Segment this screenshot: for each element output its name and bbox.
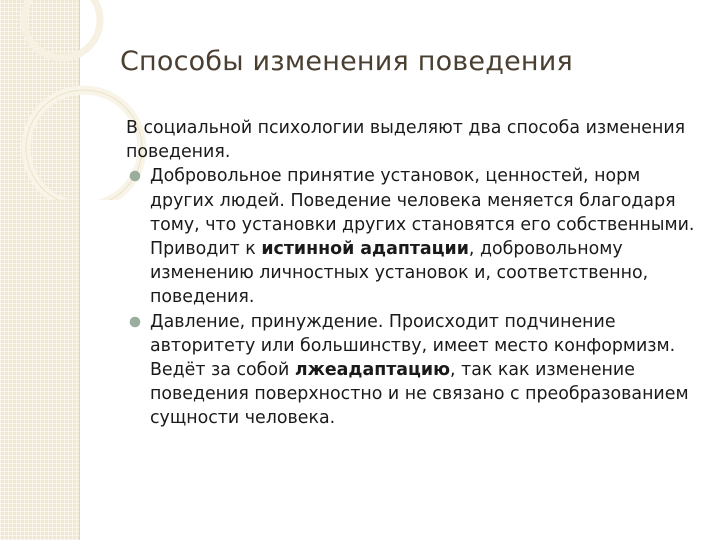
bullet-item-pressure — [126, 310, 706, 431]
emphasis-false-adaptation: лжеадаптацию — [294, 360, 451, 381]
slide-content — [126, 116, 706, 431]
bullet-icon — [129, 170, 141, 182]
emphasis-true-adaptation: истинной адаптации — [261, 239, 469, 260]
bullet-text: Добровольное принятие установок, ценностей, норм других людей. Поведение человека меняется благодаря тому, что установки других становятся его собственными. Приводит к истинной адаптации, добровольному изменению личностных установок и, соответственно, поведения. — [150, 166, 695, 308]
bullet-icon — [129, 316, 141, 328]
intro-paragraph: В социальной психологии выделяют два способа изменения поведения. — [126, 118, 686, 163]
bullet-item-voluntary — [126, 164, 706, 309]
bullet-list — [126, 164, 706, 430]
slide-title: Способы изменения поведения — [120, 46, 573, 77]
bullet-text: Давление, принуждение. Происходит подчинение авторитету или большинству, имеет место конформизм. Ведёт за собой лжеадаптацию, так как изменение поведения поверхностно и не связано с преобразованием сущности человека. — [150, 311, 689, 429]
